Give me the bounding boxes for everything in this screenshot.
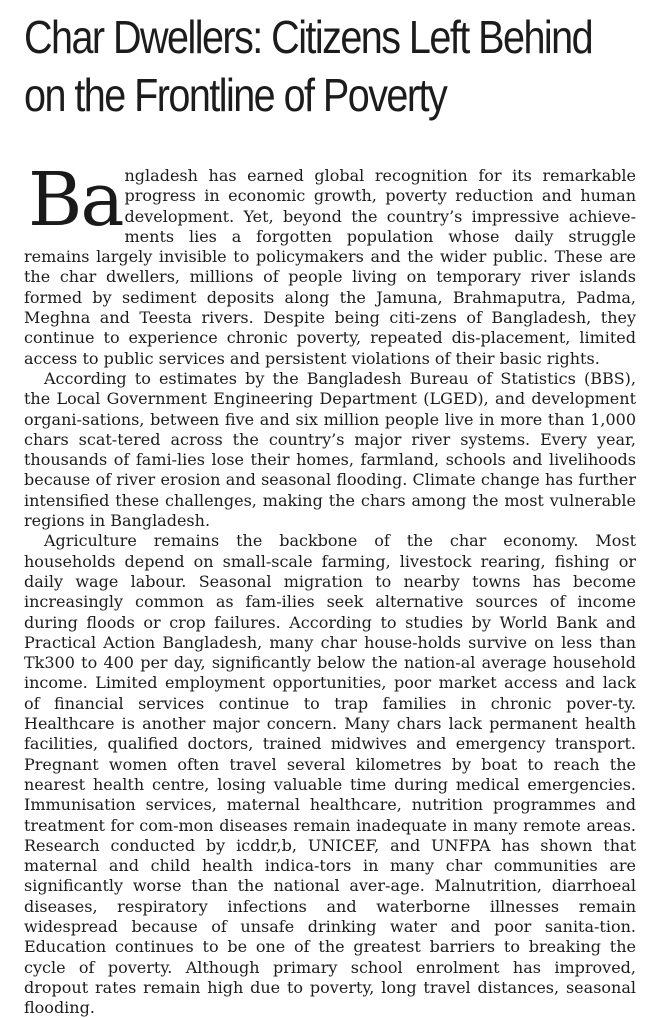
drop-cap: Ba xyxy=(28,157,123,243)
article-paragraph-2: According to estimates by the Bangladesh Bureau of Statistics (BBS), the Local Government Engineering Department (LGED), and development organi-sations, between five and six million people live in more than 1,000 chars scat-tered across the country’s major river systems. Every year, thousands of fami-lies lose their homes, farmland, schools and livelihoods because of river erosion and seasonal flooding. Climate change has further intensified these challenges, making the chars among the most vulnerable regions in Bangladesh. xyxy=(24,368,636,531)
article-paragraph-1 xyxy=(24,157,636,369)
article-headline: Char Dwellers: Citizens Left Behind on the Frontline of Poverty xyxy=(24,11,593,121)
article xyxy=(24,8,636,1018)
article-body xyxy=(24,157,636,1018)
paragraph-1-text: ngladesh has earned global recognition for its remarkable progress in economic growth, poverty reduction and human development. Yet, beyond the country’s impressive achieve-ments lies a forgotten population whose daily struggle remains largely invisible to policymakers and the wider public. These are the char dwellers, millions of people living on temporary river islands formed by sediment deposits along the Jamuna, Brahmaputra, Padma, Meghna and Teesta rivers. Despite being citi-zens of Bangladesh, they continue to experience chronic poverty, repeated dis-placement, limited access to public services and persistent violations of their basic rights. xyxy=(24,166,636,368)
article-paragraph-3: Agriculture remains the backbone of the char economy. Most households depend on small-scale farming, livestock rearing, fishing or daily wage labour. Seasonal migration to nearby towns has become increasingly common as fam-ilies seek alternative sources of income during floods or crop failures. According to studies by World Bank and Practical Action Bangladesh, many char house-holds survive on less than Tk300 to 400 per day, significantly below the nation-al average household income. Limited employment opportunities, poor market access and lack of financial services continue to trap families in chronic pover-ty. Healthcare is another major concern. Many chars lack permanent health facilities, qualified doctors, trained midwives and emergency transport. Pregnant women often travel several kilometres by boat to reach the nearest health centre, losing valuable time during medical emergencies. Immunisation services, maternal healthcare, nutrition programmes and treatment for com-mon diseases remain inadequate in many remote areas. Research conducted by icddr,b, UNICEF, and UNFPA has shown that maternal and child health indica-tors in many char communities are significantly worse than the national aver-age. Malnutrition, diarrhoeal diseases, respiratory infections and waterborne illnesses remain widespread because of unsafe drinking water and poor sanita-tion. Education continues to be one of the greatest barriers to breaking the cycle of poverty. Although primary school enrolment has improved, dropout rates remain high due to poverty, long travel distances, seasonal flooding. xyxy=(24,531,636,1018)
